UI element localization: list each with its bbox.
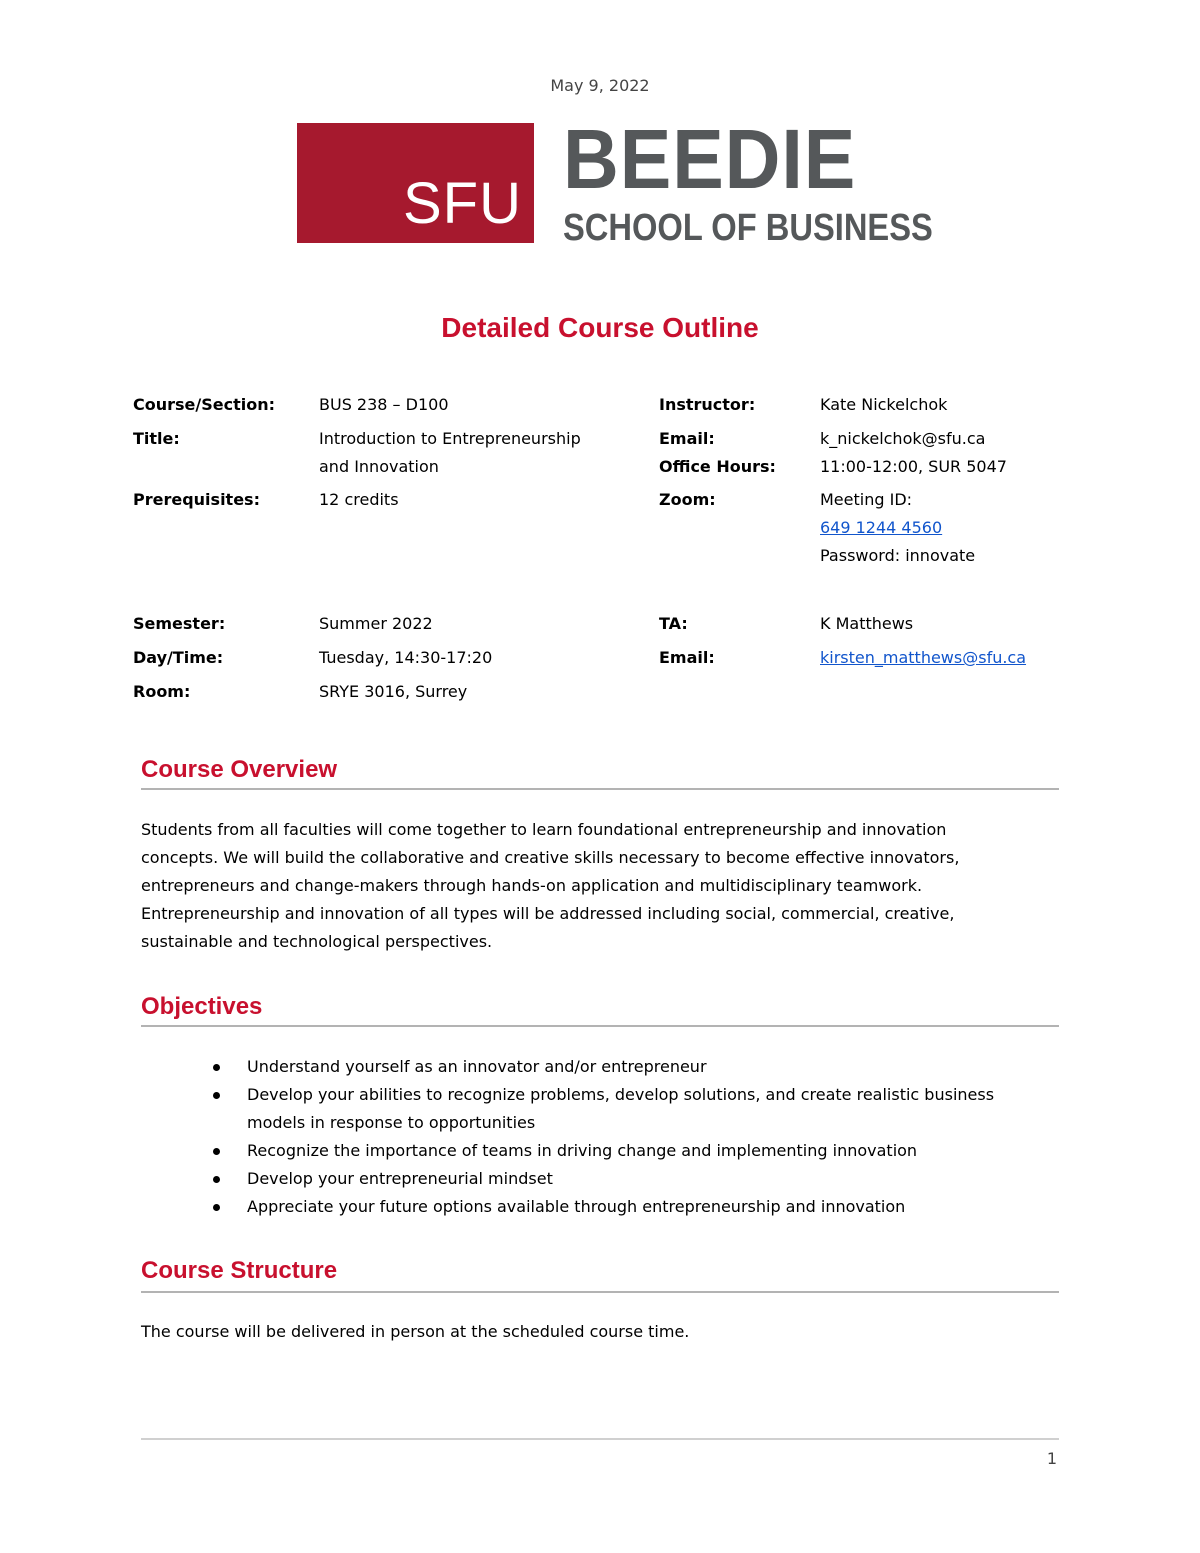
room-label: Room: — [133, 682, 191, 701]
objective-item — [141, 1165, 1059, 1193]
room-value: SRYE 3016, Surrey — [319, 682, 468, 701]
objective-item — [141, 1193, 1059, 1221]
day-time-value: Tuesday, 14:30-17:20 — [319, 648, 493, 667]
objective-text: Understand yourself as an innovator and/or entrepreneur — [247, 1057, 707, 1076]
overview-line: sustainable and technological perspectives. — [141, 932, 493, 951]
zoom-meeting-id-link[interactable]: 649 1244 4560 — [820, 518, 943, 537]
instructor-label: Instructor: — [659, 395, 756, 414]
objectives-list — [141, 1053, 1059, 1221]
title-value-line2: and Innovation — [319, 457, 439, 476]
objective-text: Develop your abilities to recognize problems, develop solutions, and create realistic business — [247, 1085, 995, 1104]
prerequisites-value: 12 credits — [319, 490, 399, 509]
overview-line: concepts. We will build the collaborative and creative skills necessary to become effective innovators, — [141, 848, 960, 867]
objective-item — [141, 1081, 1059, 1109]
bullet-icon — [213, 1204, 220, 1211]
zoom-meeting-label: Meeting ID: — [820, 490, 913, 509]
overview-line: Entrepreneurship and innovation of all types will be addressed including social, commercial, creative, — [141, 904, 955, 923]
course-section-value: BUS 238 – D100 — [319, 395, 449, 414]
instructor-email-label: Email: — [659, 429, 715, 448]
title-value-line1: Introduction to Entrepreneurship — [319, 429, 581, 448]
objectives-heading: Objectives — [141, 993, 263, 1020]
overview-line: Students from all faculties will come together to learn foundational entrepreneurship and innovation — [141, 820, 947, 839]
overview-line: entrepreneurs and change-makers through hands-on application and multidisciplinary teamwork. — [141, 876, 923, 895]
page-number: 1 — [1046, 1449, 1057, 1468]
logo-beedie-text: BEEDIE — [563, 112, 857, 206]
course-section-label: Course/Section: — [133, 395, 276, 414]
course-structure-rule — [141, 1291, 1059, 1293]
document-title: Detailed Course Outline — [441, 312, 759, 343]
objective-item-continuation — [141, 1109, 1059, 1137]
course-overview-text — [141, 816, 1059, 956]
title-label: Title: — [133, 429, 180, 448]
ta-email-link[interactable]: kirsten_matthews@sfu.ca — [820, 648, 1027, 667]
ta-email-label: Email: — [659, 648, 715, 667]
ta-label: TA: — [659, 614, 688, 633]
ta-value: K Matthews — [820, 614, 914, 633]
objective-item — [141, 1053, 1059, 1081]
course-structure-text: The course will be delivered in person at the scheduled course time. — [141, 1322, 690, 1341]
logo-school-text: SCHOOL OF BUSINESS — [563, 207, 933, 249]
objective-text: models in response to opportunities — [247, 1113, 536, 1132]
footer-rule — [141, 1438, 1059, 1440]
course-overview-rule — [141, 788, 1059, 790]
bullet-icon — [213, 1092, 220, 1099]
logo-sfu-text: SFU — [403, 171, 522, 236]
objective-text: Develop your entrepreneurial mindset — [247, 1169, 553, 1188]
objective-item — [141, 1137, 1059, 1165]
objective-text: Appreciate your future options available through entrepreneurship and innovation — [247, 1197, 906, 1216]
objective-text: Recognize the importance of teams in driving change and implementing innovation — [247, 1141, 918, 1160]
zoom-password: Password: innovate — [820, 546, 976, 565]
office-hours-value: 11:00-12:00, SUR 5047 — [820, 457, 1007, 476]
bullet-icon — [213, 1064, 220, 1071]
prerequisites-label: Prerequisites: — [133, 490, 260, 509]
semester-label: Semester: — [133, 614, 226, 633]
instructor-value: Kate Nickelchok — [820, 395, 948, 414]
instructor-email-value[interactable]: k_nickelchok@sfu.ca — [820, 429, 986, 448]
course-structure-heading: Course Structure — [141, 1257, 338, 1284]
day-time-label: Day/Time: — [133, 648, 224, 667]
semester-value: Summer 2022 — [319, 614, 433, 633]
document-date: May 9, 2022 — [550, 76, 650, 95]
beedie-logo — [297, 112, 937, 249]
course-overview-heading: Course Overview — [141, 756, 338, 783]
bullet-icon — [213, 1176, 220, 1183]
objectives-rule — [141, 1025, 1059, 1027]
bullet-icon — [213, 1148, 220, 1155]
office-hours-label: Office Hours: — [659, 457, 776, 476]
zoom-label: Zoom: — [659, 490, 716, 509]
